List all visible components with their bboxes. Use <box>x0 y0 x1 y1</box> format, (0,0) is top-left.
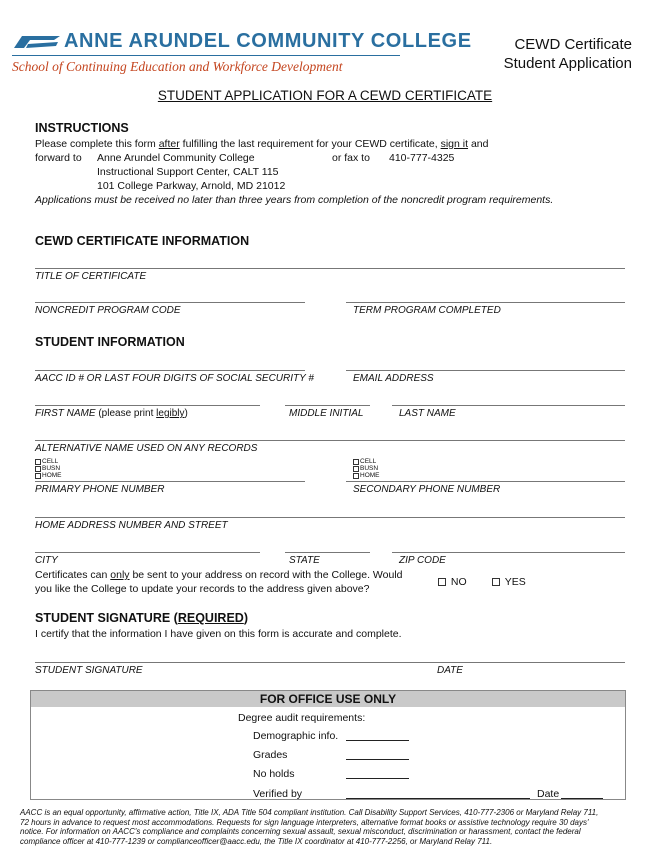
program-code-field[interactable] <box>35 302 305 303</box>
home-address-field[interactable] <box>35 517 625 518</box>
alt-name-label: ALTERNATIVE NAME USED ON ANY RECORDS <box>35 443 258 454</box>
office-use-title: FOR OFFICE USE ONLY <box>259 692 397 706</box>
state-field[interactable] <box>285 552 370 553</box>
fax-number: 410-777-4325 <box>389 152 455 164</box>
verified-by-field[interactable] <box>346 798 530 799</box>
secondary-phone-label: SECONDARY PHONE NUMBER <box>353 484 501 495</box>
zip-field[interactable] <box>392 552 625 553</box>
demographic-label: Demographic info. <box>253 730 339 742</box>
signature-label: STUDENT SIGNATURE <box>35 665 143 676</box>
update-question-line2: you like the College to update your records to the address given above? <box>35 583 370 595</box>
signature-field[interactable] <box>35 662 625 663</box>
student-id-label: AACC ID # OR LAST FOUR DIGITS OF SOCIAL SECURITY # <box>35 373 314 384</box>
student-info-heading: STUDENT INFORMATION <box>35 335 185 349</box>
email-label: EMAIL ADDRESS <box>353 373 434 384</box>
office-date-label: Date <box>537 788 560 800</box>
primary-phone-label: PRIMARY PHONE NUMBER <box>35 484 165 495</box>
address-line3: 101 College Parkway, Arnold, MD 21012 <box>97 180 286 192</box>
alt-name-field[interactable] <box>35 440 625 441</box>
office-date-field[interactable] <box>561 798 603 799</box>
signature-heading: STUDENT SIGNATURE (REQUIRED) <box>35 611 248 625</box>
checkbox-icon[interactable] <box>353 466 359 472</box>
grades-field[interactable] <box>346 759 409 760</box>
secondary-busn-option[interactable]: BUSN <box>353 465 380 472</box>
forward-to-label: forward to <box>35 152 82 164</box>
checkbox-icon[interactable] <box>353 473 359 479</box>
update-yes-option[interactable]: YES <box>492 576 526 588</box>
title-of-certificate-label: TITLE OF CERTIFICATE <box>35 271 147 282</box>
city-field[interactable] <box>35 552 260 553</box>
no-holds-label: No holds <box>253 768 295 780</box>
doc-title-line2: Student Application <box>503 55 632 72</box>
checkbox-icon[interactable] <box>438 578 446 586</box>
middle-initial-field[interactable] <box>285 405 370 406</box>
degree-audit-label: Degree audit requirements: <box>238 712 366 724</box>
zip-label: ZIP CODE <box>399 555 446 566</box>
address-line1: Anne Arundel Community College <box>97 152 255 164</box>
or-fax-label: or fax to <box>332 152 370 164</box>
checkbox-icon[interactable] <box>353 459 359 465</box>
certify-statement: I certify that the information I have given on this form is accurate and complete. <box>35 628 402 640</box>
secondary-home-option[interactable]: HOME <box>353 472 380 479</box>
student-id-field[interactable] <box>35 370 305 371</box>
secondary-cell-option[interactable]: CELL <box>353 458 380 465</box>
city-label: CITY <box>35 555 58 566</box>
school-name: School of Continuing Education and Workforce Development <box>12 59 343 74</box>
email-field[interactable] <box>346 370 625 371</box>
home-address-label: HOME ADDRESS NUMBER AND STREET <box>35 520 228 531</box>
address-line2: Instructional Support Center, CALT 115 <box>97 166 279 178</box>
verified-by-label: Verified by <box>253 788 303 800</box>
no-holds-field[interactable] <box>346 778 409 779</box>
term-completed-label: TERM PROGRAM COMPLETED <box>353 305 501 316</box>
first-name-field[interactable] <box>35 405 260 406</box>
college-logo-icon <box>14 34 60 48</box>
primary-cell-option[interactable]: CELL <box>35 458 62 465</box>
state-label: STATE <box>289 555 320 566</box>
grades-label: Grades <box>253 749 288 761</box>
instructions-line1: Please complete this form after fulfilling the last requirement for your CEWD certificate, sign it and <box>35 138 489 150</box>
primary-busn-option[interactable]: BUSN <box>35 465 62 472</box>
checkbox-icon[interactable] <box>492 578 500 586</box>
title-of-certificate-field[interactable] <box>35 268 625 269</box>
checkbox-icon[interactable] <box>35 466 41 472</box>
update-question-line1: Certificates can only be sent to your address on record with the College. Would <box>35 569 403 581</box>
checkbox-icon[interactable] <box>35 473 41 479</box>
doc-title-line1: CEWD Certificate <box>514 36 632 53</box>
last-name-field[interactable] <box>392 405 625 406</box>
term-completed-field[interactable] <box>346 302 625 303</box>
legal-footer: AACC is an equal opportunity, affirmative action, Title IX, ADA Title 504 compliant institution. Call Disability Support Services, 410-777-2306 or Maryland Relay 711, 72 hours in advance to request most accommodations. Requests for sign language interpreters, alternative format books or assistive technology require 30 days' notice. For information on AACC's compliance and complaints concerning sexual assault, sexual misconduct, discrimination or harassment, contact the federal compliance officer at 410-777-1239 or complianceofficer@aacc.edu, the Title IX coordinator at 410-777-2256, or Maryland Relay 711. <box>20 808 599 846</box>
primary-phone-type-options <box>35 458 62 479</box>
signature-date-label: DATE <box>437 665 463 676</box>
cert-info-heading: CEWD CERTIFICATE INFORMATION <box>35 234 250 248</box>
primary-home-option[interactable]: HOME <box>35 472 62 479</box>
instructions-heading: INSTRUCTIONS <box>35 121 129 135</box>
checkbox-icon[interactable] <box>35 459 41 465</box>
first-name-label: FIRST NAME (please print legibly) <box>35 408 188 419</box>
deadline-note: Applications must be received no later than three years from completion of the noncredit program requirements. <box>35 194 554 206</box>
program-code-label: NONCREDIT PROGRAM CODE <box>35 305 181 316</box>
demographic-field[interactable] <box>346 740 409 741</box>
middle-initial-label: MIDDLE INITIAL <box>289 408 364 419</box>
primary-phone-field[interactable] <box>35 481 305 482</box>
last-name-label: LAST NAME <box>399 408 456 419</box>
secondary-phone-field[interactable] <box>346 481 625 482</box>
logo-rule <box>12 55 400 56</box>
secondary-phone-type-options <box>353 458 380 479</box>
form-title: STUDENT APPLICATION FOR A CEWD CERTIFICATE <box>157 88 493 103</box>
college-name: ANNE ARUNDEL COMMUNITY COLLEGE <box>64 30 472 52</box>
update-no-option[interactable]: NO <box>438 576 467 588</box>
